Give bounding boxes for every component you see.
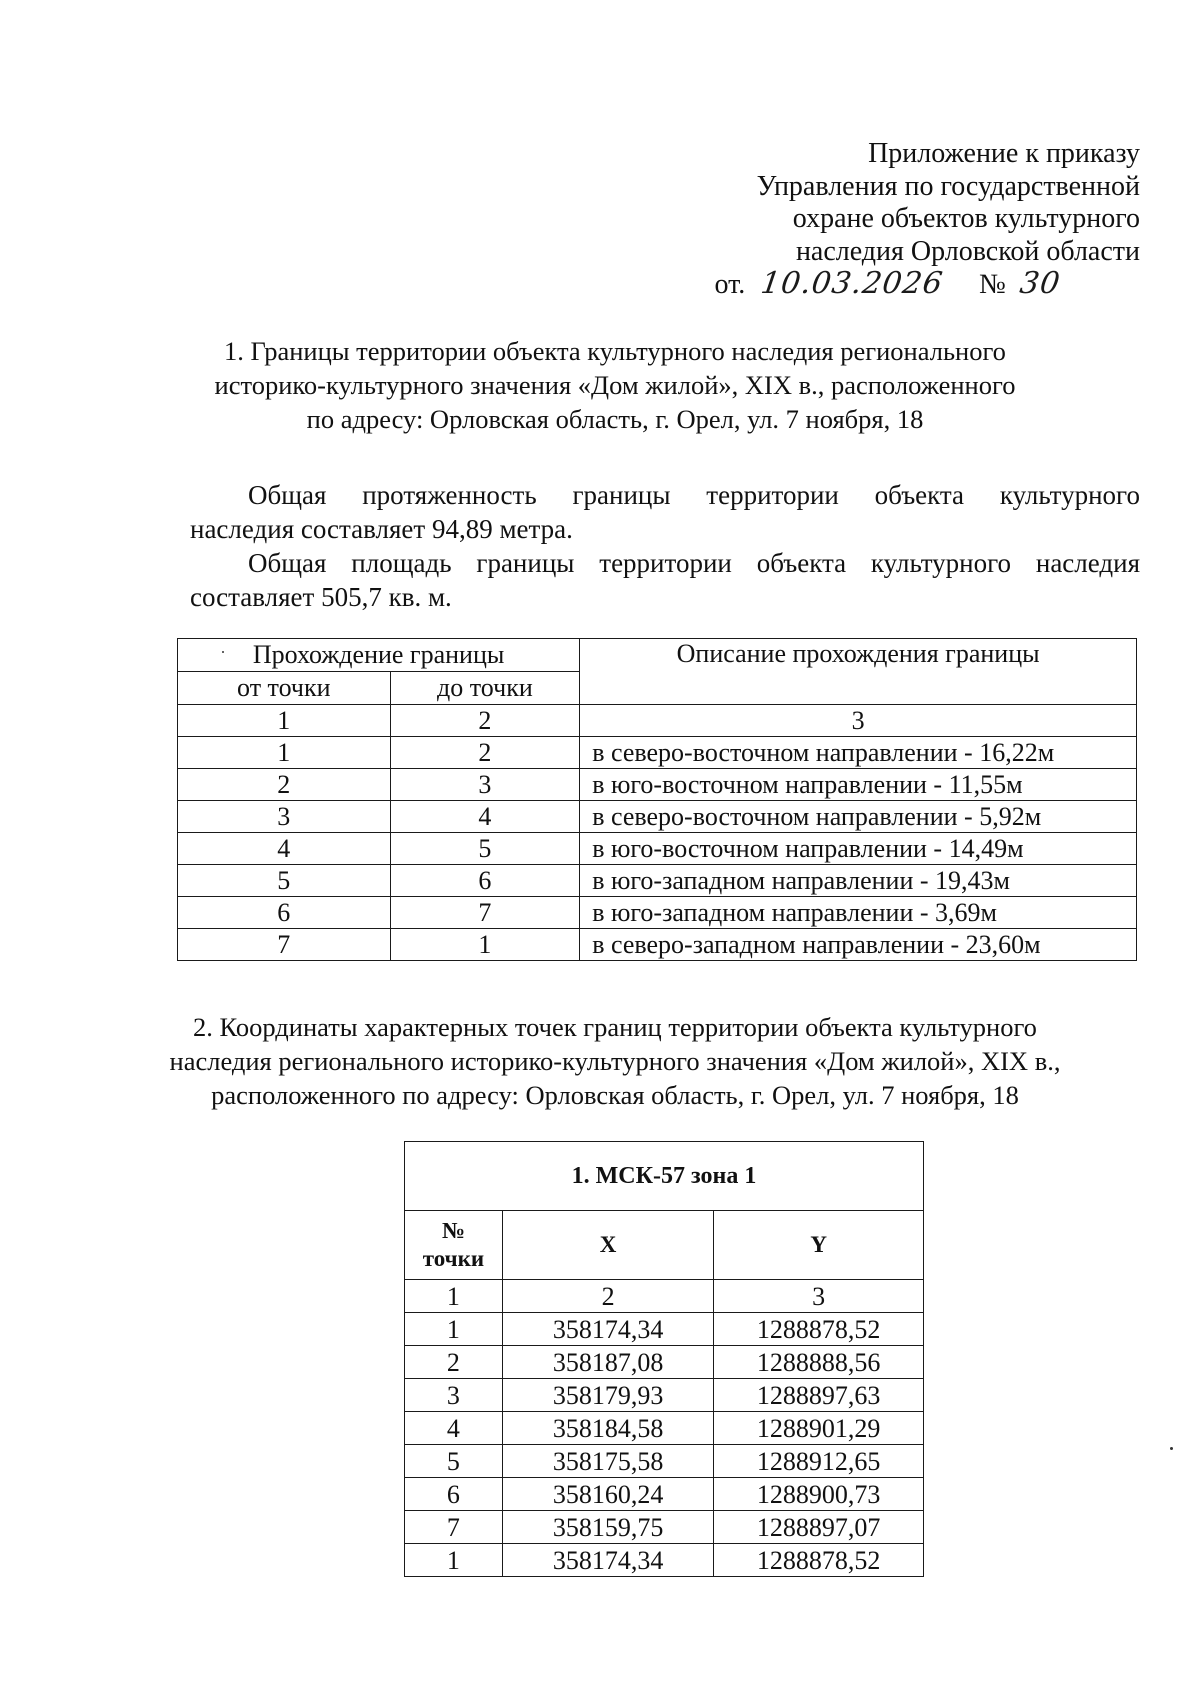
length-first-line	[190, 478, 1140, 512]
area-first-line	[190, 546, 1140, 580]
point-cell: 6	[405, 1478, 503, 1511]
header-from-point: от точки	[178, 672, 391, 705]
word: культурного	[870, 548, 1012, 578]
point-cell: 1	[405, 1313, 503, 1346]
desc-cell: в северо-восточном направлении - 16,22м	[580, 737, 1137, 769]
length-paragraph	[190, 478, 1140, 546]
word: протяженность	[362, 480, 537, 510]
point-cell: 7	[405, 1511, 503, 1544]
area-second-line: составляет 505,7 кв. м.	[190, 582, 452, 612]
point-cell: 1	[405, 1544, 503, 1577]
coords-header-row	[405, 1211, 924, 1280]
to-cell: 3	[390, 769, 580, 801]
from-cell: 4	[178, 833, 391, 865]
header-point-line: №	[441, 1218, 465, 1243]
word: объекта	[756, 548, 847, 578]
word: границы	[476, 548, 575, 578]
header-point	[405, 1211, 503, 1280]
word: культурного	[999, 480, 1140, 510]
column-number: 2	[390, 705, 580, 737]
table-row	[405, 1313, 924, 1346]
column-number: 1	[178, 705, 391, 737]
y-cell: 1288897,63	[714, 1379, 924, 1412]
to-cell: 6	[390, 865, 580, 897]
coordinates-table	[404, 1141, 924, 1577]
section2-heading	[140, 1010, 1090, 1112]
x-cell: 358160,24	[502, 1478, 714, 1511]
boundary-table	[177, 638, 1137, 961]
heading-line: по адресу: Орловская область, г. Орел, ул. 7 ноября, 18	[306, 404, 924, 434]
word: наследия	[1035, 548, 1140, 578]
heading-line: историко-культурного значения «Дом жилой», XIX в., расположенного	[214, 370, 1016, 400]
handwritten-date: 10.03.2026	[758, 266, 946, 301]
x-cell: 358179,93	[502, 1379, 714, 1412]
table-row	[405, 1346, 924, 1379]
table-header-row	[178, 639, 1137, 672]
zone-title-row	[405, 1142, 924, 1211]
header-point-line: точки	[422, 1246, 485, 1271]
table-row	[405, 1544, 924, 1577]
word: площадь	[351, 548, 452, 578]
header-x: X	[502, 1211, 714, 1280]
appendix-line: наследия Орловской области	[795, 235, 1140, 267]
table-row	[178, 897, 1137, 929]
word: объекта	[874, 480, 965, 510]
word: Общая	[248, 480, 327, 510]
header-to-point: до точки	[390, 672, 580, 705]
appendix-line: Управления по государственной	[756, 170, 1140, 202]
table-row	[405, 1511, 924, 1544]
y-cell: 1288900,73	[714, 1478, 924, 1511]
from-cell: 6	[178, 897, 391, 929]
x-cell: 358174,34	[502, 1313, 714, 1346]
y-cell: 1288901,29	[714, 1412, 924, 1445]
section1-heading	[160, 334, 1070, 436]
from-cell: 5	[178, 865, 391, 897]
table-row	[178, 929, 1137, 961]
desc-cell: в северо-западном направлении - 23,60м	[580, 929, 1137, 961]
table-row	[405, 1412, 924, 1445]
column-number: 1	[405, 1280, 503, 1313]
header-description: Описание прохождения границы	[580, 639, 1137, 705]
to-cell: 4	[390, 801, 580, 833]
to-cell: 5	[390, 833, 580, 865]
heading-line: 2. Координаты характерных точек границ территории объекта культурного	[193, 1012, 1037, 1042]
order-date-number	[715, 268, 1140, 302]
header-y: Y	[714, 1211, 924, 1280]
from-cell: 7	[178, 929, 391, 961]
point-cell: 2	[405, 1346, 503, 1379]
zone-title: 1. МСК-57 зона 1	[405, 1142, 924, 1211]
column-number: 2	[502, 1280, 714, 1313]
handwritten-number: 30	[1017, 266, 1063, 301]
appendix-line: Приложение к приказу	[868, 138, 1140, 169]
table-row	[405, 1379, 924, 1412]
table-row	[178, 833, 1137, 865]
point-cell: 5	[405, 1445, 503, 1478]
y-cell: 1288888,56	[714, 1346, 924, 1379]
table-row	[178, 801, 1137, 833]
desc-cell: в юго-западном направлении - 3,69м	[580, 897, 1137, 929]
heading-line: 1. Границы территории объекта культурного наследия регионального	[224, 336, 1006, 366]
x-cell: 358175,58	[502, 1445, 714, 1478]
y-cell: 1288878,52	[714, 1313, 924, 1346]
to-cell: 1	[390, 929, 580, 961]
y-cell: 1288912,65	[714, 1445, 924, 1478]
table-row	[178, 737, 1137, 769]
table-numbering-row	[178, 705, 1137, 737]
word: границы	[572, 480, 671, 510]
desc-cell: в северо-восточном направлении - 5,92м	[580, 801, 1137, 833]
x-cell: 358174,34	[502, 1544, 714, 1577]
area-paragraph	[190, 546, 1140, 614]
from-label: от.	[714, 269, 746, 300]
header-boundary-passage: Прохождение границы	[178, 639, 580, 672]
x-cell: 358159,75	[502, 1511, 714, 1544]
desc-cell: в юго-восточном направлении - 11,55м	[580, 769, 1137, 801]
desc-cell: в юго-западном направлении - 19,43м	[580, 865, 1137, 897]
table-row	[178, 865, 1137, 897]
point-cell: 4	[405, 1412, 503, 1445]
column-number: 3	[714, 1280, 924, 1313]
y-cell: 1288897,07	[714, 1511, 924, 1544]
table-row	[405, 1478, 924, 1511]
table-row	[405, 1445, 924, 1478]
number-label: №	[979, 269, 1006, 300]
table-row	[178, 769, 1137, 801]
coords-numbering-row	[405, 1280, 924, 1313]
heading-line: наследия регионального историко-культурного значения «Дом жилой», XIX в.,	[169, 1046, 1061, 1076]
word: Общая	[248, 548, 327, 578]
from-cell: 1	[178, 737, 391, 769]
word: территории	[599, 548, 732, 578]
heading-line: расположенного по адресу: Орловская область, г. Орел, ул. 7 ноября, 18	[211, 1080, 1019, 1110]
appendix-block	[715, 138, 1140, 302]
from-cell: 2	[178, 769, 391, 801]
column-number: 3	[580, 705, 1137, 737]
word: территории	[706, 480, 839, 510]
point-cell: 3	[405, 1379, 503, 1412]
length-second-line: наследия составляет 94,89 метра.	[190, 514, 573, 544]
desc-cell: в юго-восточном направлении - 14,49м	[580, 833, 1137, 865]
to-cell: 7	[390, 897, 580, 929]
from-cell: 3	[178, 801, 391, 833]
appendix-line: охране объектов культурного	[792, 203, 1140, 234]
x-cell: 358187,08	[502, 1346, 714, 1379]
x-cell: 358184,58	[502, 1412, 714, 1445]
scan-speck	[222, 651, 224, 653]
scan-speck	[1170, 1447, 1173, 1450]
to-cell: 2	[390, 737, 580, 769]
y-cell: 1288878,52	[714, 1544, 924, 1577]
